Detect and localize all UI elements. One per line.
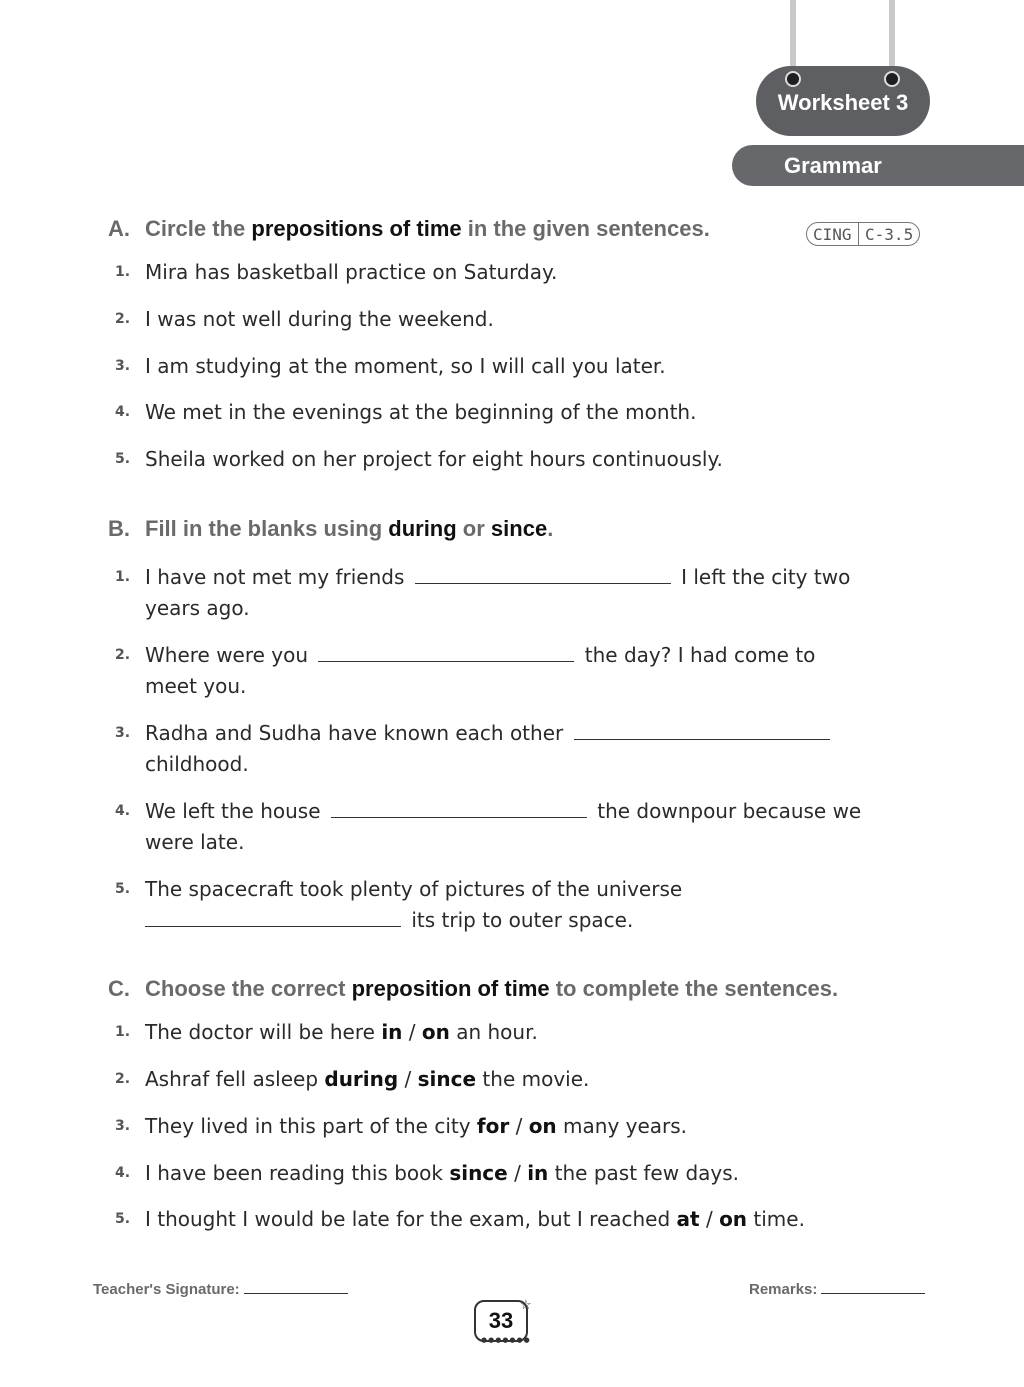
section-a-item: 1. Mira has basketball practice on Saturday.: [115, 260, 558, 284]
answer-blank[interactable]: [145, 908, 401, 927]
option-choice[interactable]: since: [449, 1161, 508, 1185]
answer-blank[interactable]: [415, 565, 671, 584]
curriculum-badge: [806, 222, 920, 246]
tag-ring-right: [884, 71, 900, 87]
section-b-item: 3. Radha and Sudha have known each other childhood.: [115, 718, 935, 780]
tag-hanger-right: [889, 0, 895, 76]
section-c-item: 4. I have been reading this book since / in the past few days.: [115, 1161, 740, 1185]
option-choice[interactable]: in: [527, 1161, 549, 1185]
tag-hanger-left: [790, 0, 796, 76]
option-choice[interactable]: on: [719, 1207, 748, 1231]
answer-blank[interactable]: [318, 643, 574, 662]
option-choice[interactable]: on: [528, 1114, 557, 1138]
option-choice[interactable]: in: [381, 1020, 403, 1044]
page-number: 33: [474, 1300, 528, 1342]
answer-blank[interactable]: [331, 799, 587, 818]
worksheet-tag: Worksheet 3: [756, 66, 930, 136]
badge-right: C-3.5: [865, 224, 914, 244]
section-a-heading: A. Circle the prepositions of time in the given sentences.: [108, 216, 710, 241]
section-b-item: 2. Where were you the day? I had come to meet you.: [115, 643, 816, 698]
option-choice[interactable]: at: [676, 1207, 700, 1231]
section-letter: B.: [108, 516, 130, 541]
remarks: Remarks:: [749, 1281, 925, 1298]
section-a-item: 2. I was not well during the weekend.: [115, 307, 494, 331]
teacher-signature: Teacher's Signature:: [93, 1281, 348, 1298]
section-b-heading: B. Fill in the blanks using during or since.: [108, 516, 554, 541]
subject-banner: Grammar: [732, 145, 1024, 186]
section-c-item: 5. I thought I would be late for the exam, but I reached at / on time.: [115, 1207, 805, 1231]
section-b-item: 5. The spacecraft took plenty of pictures of the universe its trip to outer space.: [115, 877, 683, 932]
answer-blank[interactable]: [574, 721, 830, 740]
section-b-item: 4. We left the house the downpour because we were late.: [115, 799, 862, 854]
section-c-item: 2. Ashraf fell asleep during / since the movie.: [115, 1067, 590, 1091]
section-a-item: 4. We met in the evenings at the beginning of the month.: [115, 400, 697, 424]
option-choice[interactable]: on: [421, 1020, 450, 1044]
tag-ring-left: [785, 71, 801, 87]
remarks-line[interactable]: [821, 1281, 925, 1294]
star-icon: ☆: [520, 1298, 532, 1313]
option-choice[interactable]: for: [476, 1114, 510, 1138]
section-a-item: 3. I am studying at the moment, so I will call you later.: [115, 354, 666, 378]
section-a-item: 5. Sheila worked on her project for eight hours continuously.: [115, 447, 723, 471]
section-letter: C.: [108, 976, 130, 1001]
option-choice[interactable]: during: [324, 1067, 399, 1091]
section-c-item: 3. They lived in this part of the city for / on many years.: [115, 1114, 688, 1138]
dots-icon: ●●●●●●●: [481, 1336, 531, 1344]
badge-left: CING: [813, 224, 852, 244]
option-choice[interactable]: since: [417, 1067, 477, 1091]
signature-line[interactable]: [244, 1281, 348, 1294]
section-letter: A.: [108, 216, 130, 241]
section-c-heading: C. Choose the correct preposition of time to complete the sentences.: [108, 976, 839, 1001]
section-c-item: 1. The doctor will be here in / on an hour.: [115, 1020, 538, 1044]
section-b-item: 1. I have not met my friends I left the city two years ago.: [115, 565, 851, 620]
